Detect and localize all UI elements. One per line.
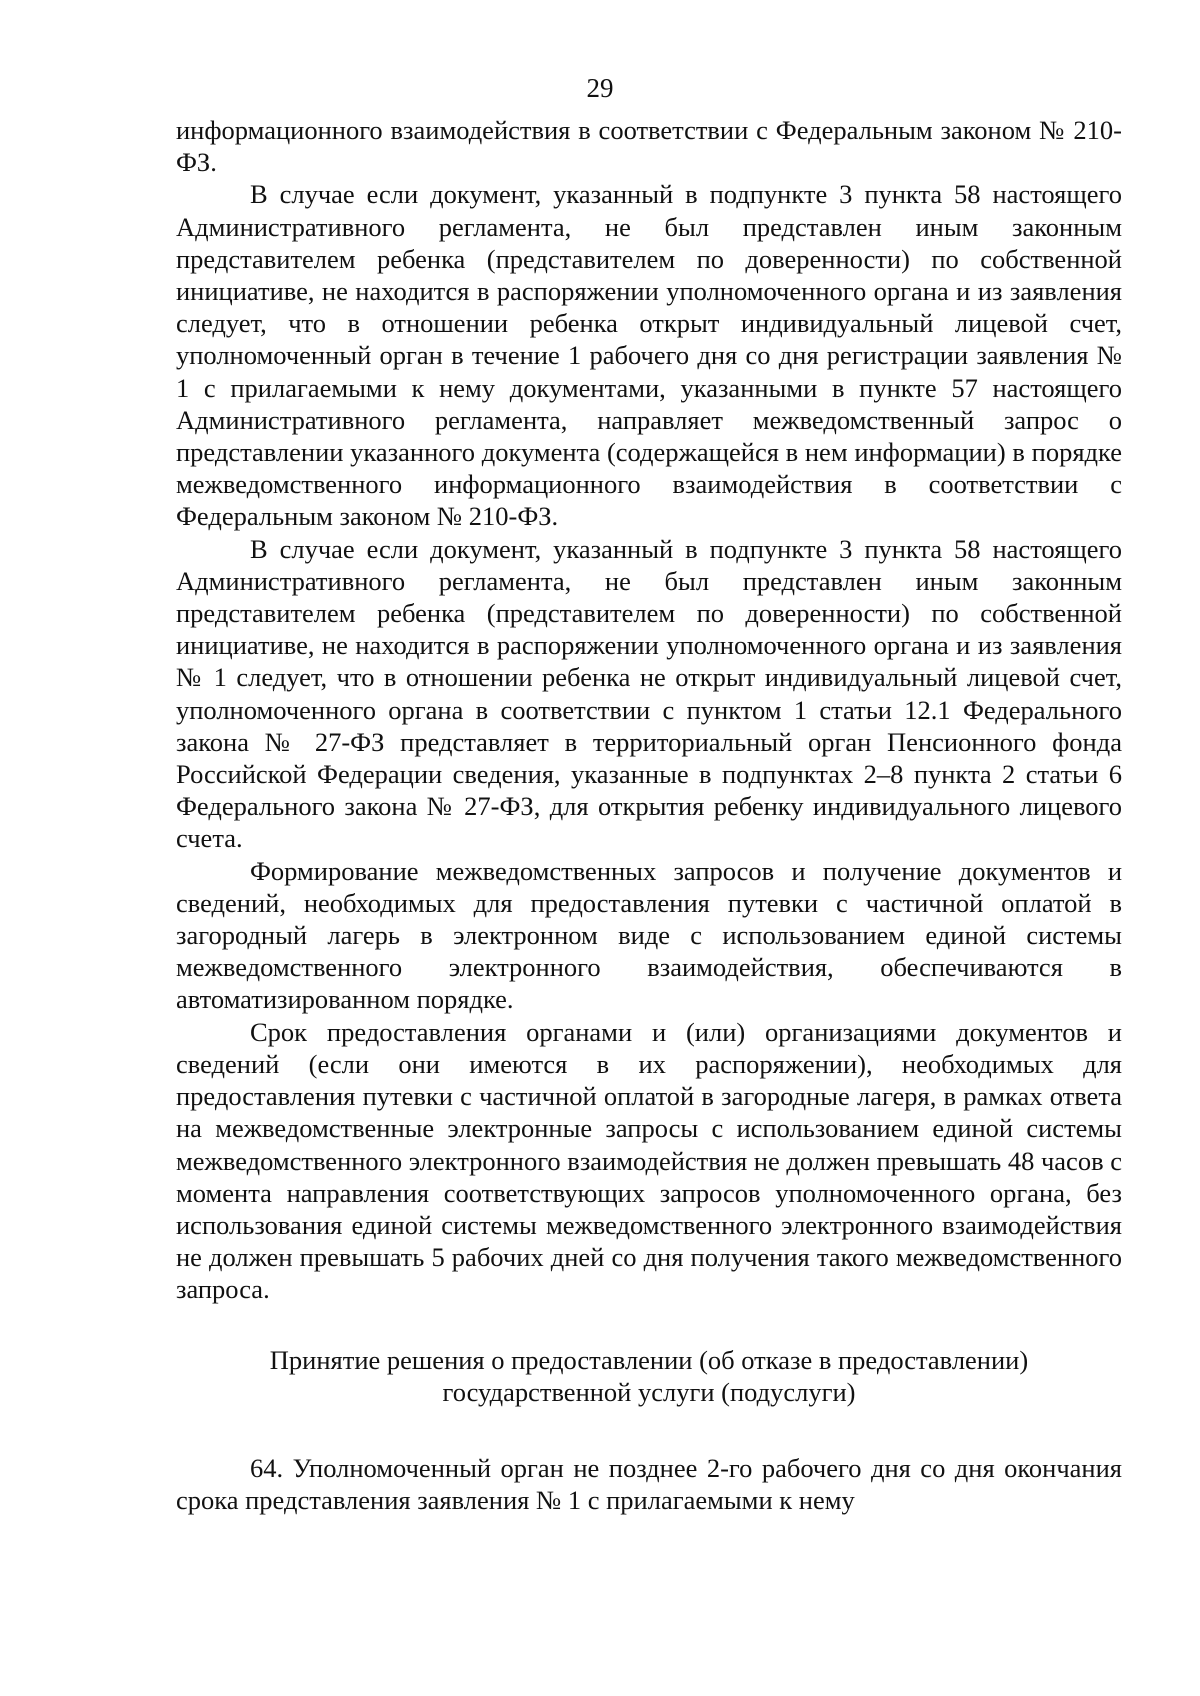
paragraph-individual-account-open: В случае если документ, указанный в подпункте 3 пункта 58 настоящего Административного регламента, не был представлен иным законным представителем ребенка (представителем по доверенности) по собственной инициативе, не находится в распоряжении уполномоченного органа и из заявления следует, что в отношении ребенка открыт индивидуальный лицевой счет, уполномоченный орган в течение 1 рабочего дня со дня регистрации заявления № 1 с прилагаемыми к нему документами, указанными в пункте 57 настоящего Административного регламента, направляет межведомственный запрос о представлении указанного документа (содержащейся в нем информации) в порядке межведомственного информационного взаимодействия в соответствии с Федеральным законом № 210-ФЗ. — [176, 179, 1122, 532]
section-heading — [176, 1344, 1122, 1408]
paragraph-item-64: 64. Уполномоченный орган не позднее 2-го рабочего дня со дня окончания срока представления заявления № 1 с прилагаемыми к нему — [176, 1452, 1122, 1516]
page-number: 29 — [586, 73, 614, 103]
section-heading-line-2: государственной услуги (подуслуги) — [442, 1376, 856, 1407]
paragraph-electronic-requests: Формирование межведомственных запросов и получение документов и сведений, необходимых для предоставления путевки с частичной оплатой в загородный лагерь в электронном виде с использованием единой системы межведомственного электронного взаимодействия, обеспечиваются в автоматизированном порядке. — [176, 855, 1122, 1015]
section-heading-line-1: Принятие решения о предоставлении (об отказе в предоставлении) — [269, 1344, 1029, 1375]
paragraph-continuation: информационного взаимодействия в соответствии с Федеральным законом № 210-ФЗ. — [176, 115, 1122, 178]
paragraph-individual-account-not-open: В случае если документ, указанный в подпункте 3 пункта 58 настоящего Административного регламента, не был представлен иным законным представителем ребенка (представителем по доверенности) по собственной инициативе, не находится в распоряжении уполномоченного органа и из заявления № 1 следует, что в отношении ребенка не открыт индивидуальный лицевой счет, уполномоченного органа в соответствии с пунктом 1 статьи 12.1 Федерального закона № 27-ФЗ представляет в территориальный орган Пенсионного фонда Российской Федерации сведения, указанные в подпунктах 2–8 пункта 2 статьи 6 Федерального закона № 27-ФЗ, для открытия ребенку индивидуального лицевого счета. — [176, 533, 1122, 854]
paragraph-request-deadlines: Срок предоставления органами и (или) организациями документов и сведений (если они имеются в их распоряжении), необходимых для предоставления путевки с частичной оплатой в загородные лагеря, в рамках ответа на межведомственные электронные запросы с использованием единой системы межведомственного электронного взаимодействия не должен превышать 48 часов с момента направления соответствующих запросов уполномоченного органа, без использования единой системы межведомственного электронного взаимодействия не должен превышать 5 рабочих дней со дня получения такого межведомственного запроса. — [176, 1016, 1122, 1305]
document-body — [176, 114, 1122, 1516]
